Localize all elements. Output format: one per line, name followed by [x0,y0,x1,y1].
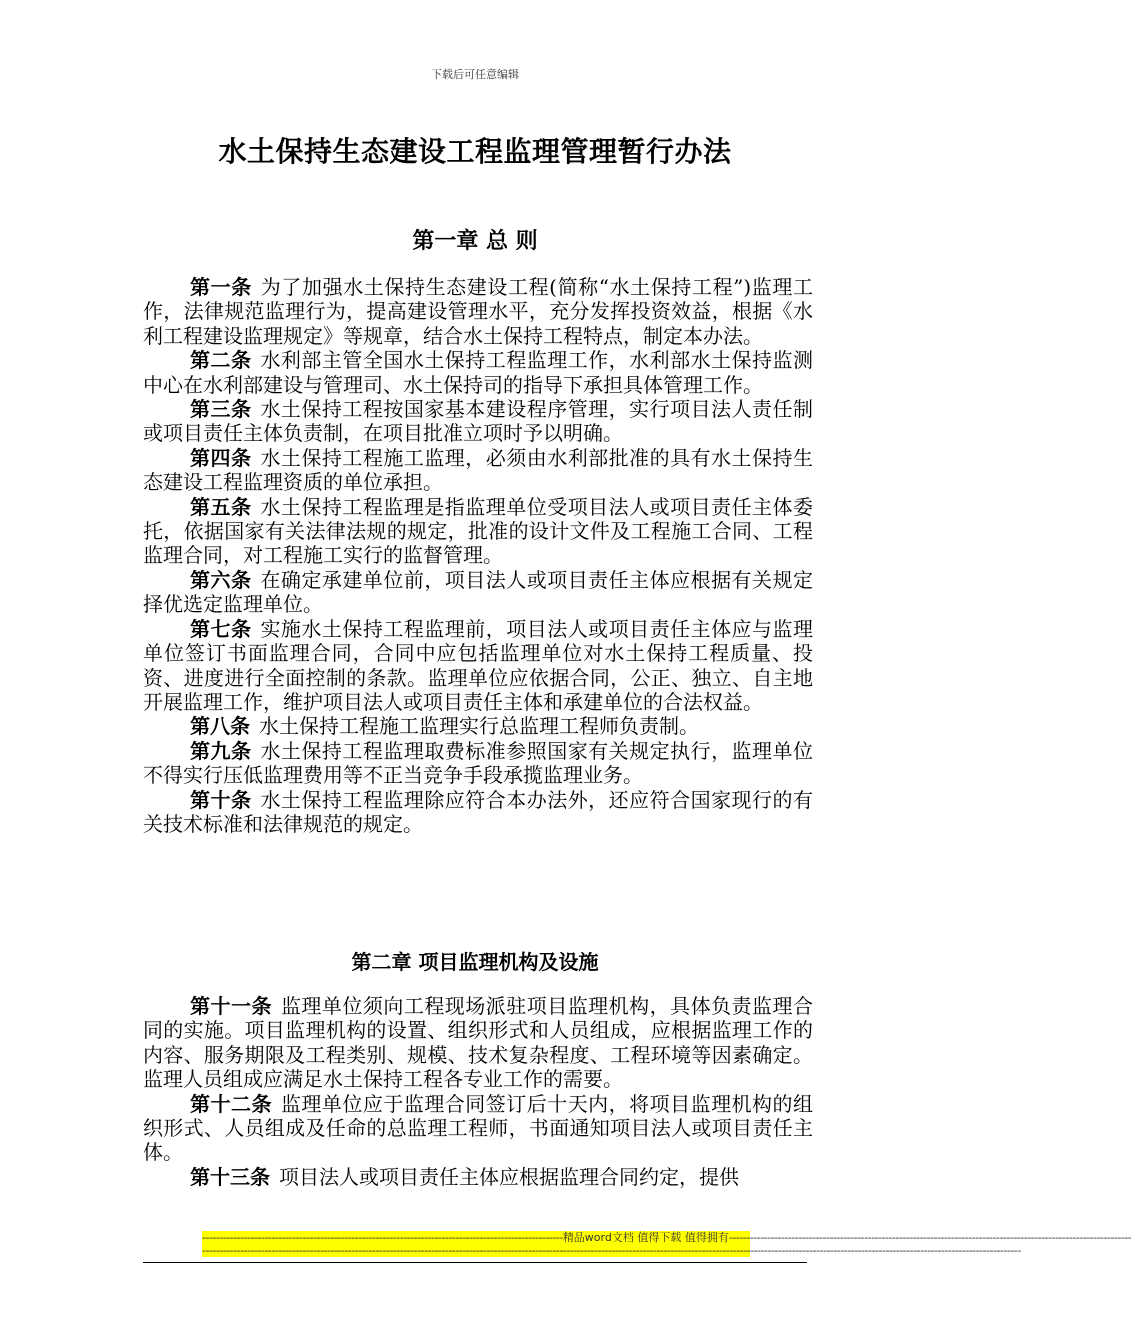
article-7 [143,617,813,715]
article-text: 水土保持工程监理取费标准参照国家有关规定执行，监理单位不得实行压低监理费用等不正当竞争手段承揽监理业务。 [143,738,814,788]
dash-line: -------------------------------------------------------------------------------------------------------------------- [728,1231,1131,1244]
article-number: 第一条 [190,275,252,299]
article-number: 第十条 [190,787,252,812]
page-header-note: 下载后可任意编辑 [431,68,519,81]
chapter-1-title: 第一章 总 则 [412,228,538,254]
article-11 [143,994,813,1092]
article-text: 监理单位应于监理合同签订后十天内，将项目监理机构的组织形式、人员组成及任命的总监理工程师，书面通知项目法人或项目责任主体。 [143,1091,814,1165]
article-8 [143,714,813,738]
article-2 [143,348,813,397]
article-6 [143,568,813,617]
article-10 [143,788,813,837]
footer-divider [143,1262,807,1263]
footer-banner-row [202,1231,1131,1244]
chapter-2-body [143,994,813,1189]
article-number: 第十一条 [190,994,272,1018]
article-text: 水土保持工程按国家基本建设程序管理，实行项目法人责任制或项目责任主体负责制，在项目批准立项时予以明确。 [143,397,814,446]
article-text: 实施水土保持工程监理前，项目法人或项目责任主体应与监理单位签订书面监理合同，合同中应包括监理单位对水土保持工程质量、投资、进度进行全面控制的条款。监理单位应依据合同，公正、独立、自主地开展监理工作，维护项目法人或项目责任主体和承建单位的合法权益。 [143,616,814,714]
article-1 [143,275,813,348]
chapter-1-body [143,275,813,836]
article-text: 水土保持工程监理是指监理单位受项目法人或项目责任主体委托，依据国家有关法律法规的规定，批准的设计文件及工程施工合同、工程监理合同，对工程施工实行的监督管理。 [143,494,814,568]
article-number: 第十三条 [190,1164,270,1189]
article-5 [143,495,813,568]
article-3 [143,397,813,446]
article-text: 为了加强水土保持生态建设工程(简称“水土保持工程”)监理工作，法律规范监理行为，提高建设管理水平，充分发挥投资效益，根据《水利工程建设监理规定》等规章，结合水土保持工程特点，制定本办法。 [143,275,813,348]
article-number: 第九条 [190,738,252,763]
article-text: 监理单位须向工程现场派驻项目监理机构，具体负责监理合同的实施。项目监理机构的设置、组织形式和人员组成，应根据监理工作的内容、服务期限及工程类别、规模、技术复杂程度、工程环境等因素确定。监理人员组成应满足水土保持工程各专业工作的需要。 [143,994,814,1092]
article-number: 第三条 [190,397,252,422]
article-text: 水土保持工程施工监理实行总监理工程师负责制。 [259,714,699,739]
dash-line: -------------------------------------------------------------------------------------------------------------------------------------------------------------------------------------------------------------------------------------------- [202,1244,1021,1257]
article-number: 第十二条 [190,1091,272,1116]
article-number: 第七条 [190,616,252,641]
article-number: 第八条 [190,714,250,739]
article-number: 第二条 [190,348,252,373]
article-text: 水土保持工程监理除应符合本办法外，还应符合国家现行的有关技术标准和法律规范的规定。 [143,787,814,836]
article-9 [143,739,813,788]
article-number: 第四条 [190,445,252,470]
article-13 [143,1165,813,1189]
footer-banner-row [202,1244,1021,1257]
article-number: 第六条 [190,567,252,592]
document-title: 水土保持生态建设工程监理管理暂行办法 [218,135,732,168]
footer-banner [202,1231,1131,1257]
article-text: 水土保持工程施工监理，必须由水利部批准的具有水土保持生态建设工程监理资质的单位承担。 [143,445,814,495]
article-number: 第五条 [190,494,252,519]
footer-banner-text: 精品word文档 值得下载 值得拥有 [562,1231,729,1244]
chapter-2-title: 第二章 项目监理机构及设施 [351,950,599,974]
article-text: 在确定承建单位前，项目法人或项目责任主体应根据有关规定择优选定监理单位。 [143,567,814,617]
article-text: 项目法人或项目责任主体应根据监理合同约定，提供 [279,1164,739,1189]
dash-line: -------------------------------------------------------------------------------------------------------- [202,1231,563,1244]
article-12 [143,1092,813,1165]
article-4 [143,446,813,495]
article-text: 水利部主管全国水土保持工程监理工作，水利部水土保持监测中心在水利部建设与管理司、水土保持司的指导下承担具体管理工作。 [143,348,814,397]
